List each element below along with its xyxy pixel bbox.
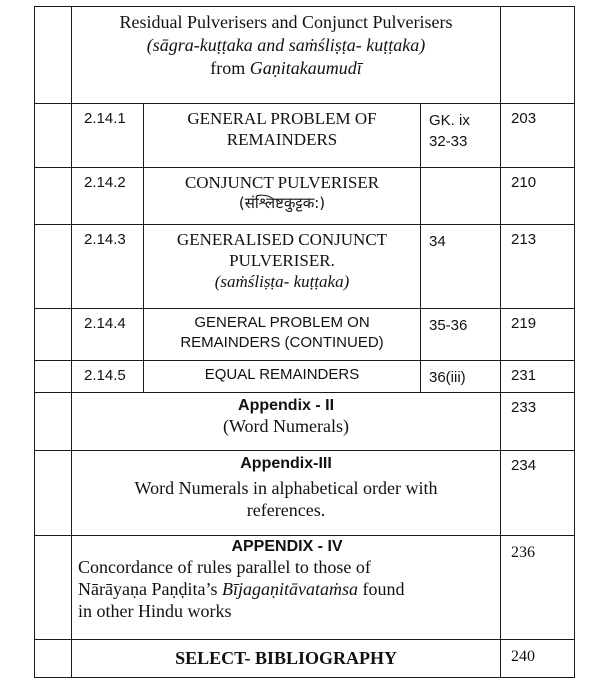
empty-cell — [35, 309, 72, 361]
bibliography-row — [35, 640, 575, 678]
header-source-prefix: from — [210, 58, 250, 78]
section-reference: 34 — [421, 225, 501, 309]
appendix-description-line — [78, 578, 496, 600]
section-title-devanagari: (संश्लिष्टकुट्टक:) — [238, 194, 326, 212]
header-source — [72, 57, 500, 80]
section-title-line: GENERALISED CONJUNCT — [176, 230, 388, 249]
header-title: Residual Pulverisers and Conjunct Pulverisers — [119, 12, 453, 32]
section-title-line: CONJUNCT PULVERISER — [184, 173, 380, 192]
section-number: 2.14.1 — [72, 104, 144, 168]
section-title-italic: (saṁśliṣṭa- kuṭṭaka) — [214, 272, 350, 291]
section-reference: 35-36 — [421, 309, 501, 361]
page-number: 234 — [501, 451, 575, 536]
empty-cell — [501, 7, 575, 104]
section-reference: 36(iii) — [421, 361, 501, 393]
page-number: 203 — [501, 104, 575, 168]
empty-cell — [35, 7, 72, 104]
empty-cell — [35, 104, 72, 168]
appendix-cell — [72, 536, 501, 640]
section-title — [144, 104, 421, 168]
appendix-description-line: Concordance of rules parallel to those of — [78, 557, 371, 577]
section-title-line: REMAINDERS (CONTINUED) — [180, 334, 384, 351]
table-row — [35, 361, 575, 393]
empty-cell — [35, 225, 72, 309]
section-title-line: GENERAL PROBLEM OF — [187, 109, 377, 128]
toc-header-row — [35, 7, 575, 104]
appendix-description-line: references. — [246, 500, 326, 520]
toc-table — [34, 6, 575, 678]
appendix-cell — [72, 451, 501, 536]
section-header — [72, 7, 501, 104]
appendix-cell — [72, 393, 501, 451]
page-number: 210 — [501, 168, 575, 225]
page-number: 240 — [501, 640, 575, 678]
appendix-row — [35, 393, 575, 451]
section-title-line: GENERAL PROBLEM ON — [194, 314, 370, 331]
appendix-description-suffix: found — [357, 579, 405, 599]
empty-cell — [35, 451, 72, 536]
appendix-heading: Appendix - II — [238, 397, 335, 414]
section-title — [144, 361, 421, 393]
section-reference — [421, 168, 501, 225]
appendix-author: Nārāyaṇa Paṇḍita’s — [78, 579, 222, 599]
section-title-line: PULVERISER. — [229, 251, 335, 270]
empty-cell — [35, 640, 72, 678]
section-title — [144, 168, 421, 225]
section-number: 2.14.3 — [72, 225, 144, 309]
section-title-line: EQUAL REMAINDERS — [204, 366, 360, 383]
page-number: 236 — [501, 536, 575, 640]
empty-cell — [35, 361, 72, 393]
page-number: 231 — [501, 361, 575, 393]
appendix-work-title: Bījagaṇitāvataṁsa — [221, 579, 358, 599]
section-title-line: REMAINDERS — [226, 130, 338, 149]
appendix-row — [35, 536, 575, 640]
table-row — [35, 168, 575, 225]
table-row — [35, 104, 575, 168]
appendix-description-line: Word Numerals in alphabetical order with — [134, 478, 438, 498]
appendix-row — [35, 451, 575, 536]
section-title — [144, 225, 421, 309]
page-number: 213 — [501, 225, 575, 309]
table-row — [35, 225, 575, 309]
empty-cell — [35, 536, 72, 640]
reference-line: GK. ix — [429, 112, 470, 129]
section-number: 2.14.2 — [72, 168, 144, 225]
header-subtitle: (sāgra-kuṭṭaka and saṁśliṣṭa- kuṭṭaka) — [146, 35, 426, 55]
reference-line: 32-33 — [429, 133, 468, 150]
section-number: 2.14.4 — [72, 309, 144, 361]
section-title — [144, 309, 421, 361]
page-number: 219 — [501, 309, 575, 361]
section-number: 2.14.5 — [72, 361, 144, 393]
appendix-subtitle: (Word Numerals) — [223, 416, 350, 436]
section-reference — [421, 104, 501, 168]
appendix-description-line: in other Hindu works — [78, 601, 232, 621]
header-source-name: Gaṇitakaumudī — [249, 58, 362, 78]
appendix-heading: Appendix-III — [240, 455, 332, 472]
empty-cell — [35, 168, 72, 225]
bibliography-label: SELECT- BIBLIOGRAPHY — [72, 640, 501, 678]
empty-cell — [35, 393, 72, 451]
table-row — [35, 309, 575, 361]
page-number: 233 — [501, 393, 575, 451]
appendix-heading: APPENDIX - IV — [231, 538, 343, 555]
